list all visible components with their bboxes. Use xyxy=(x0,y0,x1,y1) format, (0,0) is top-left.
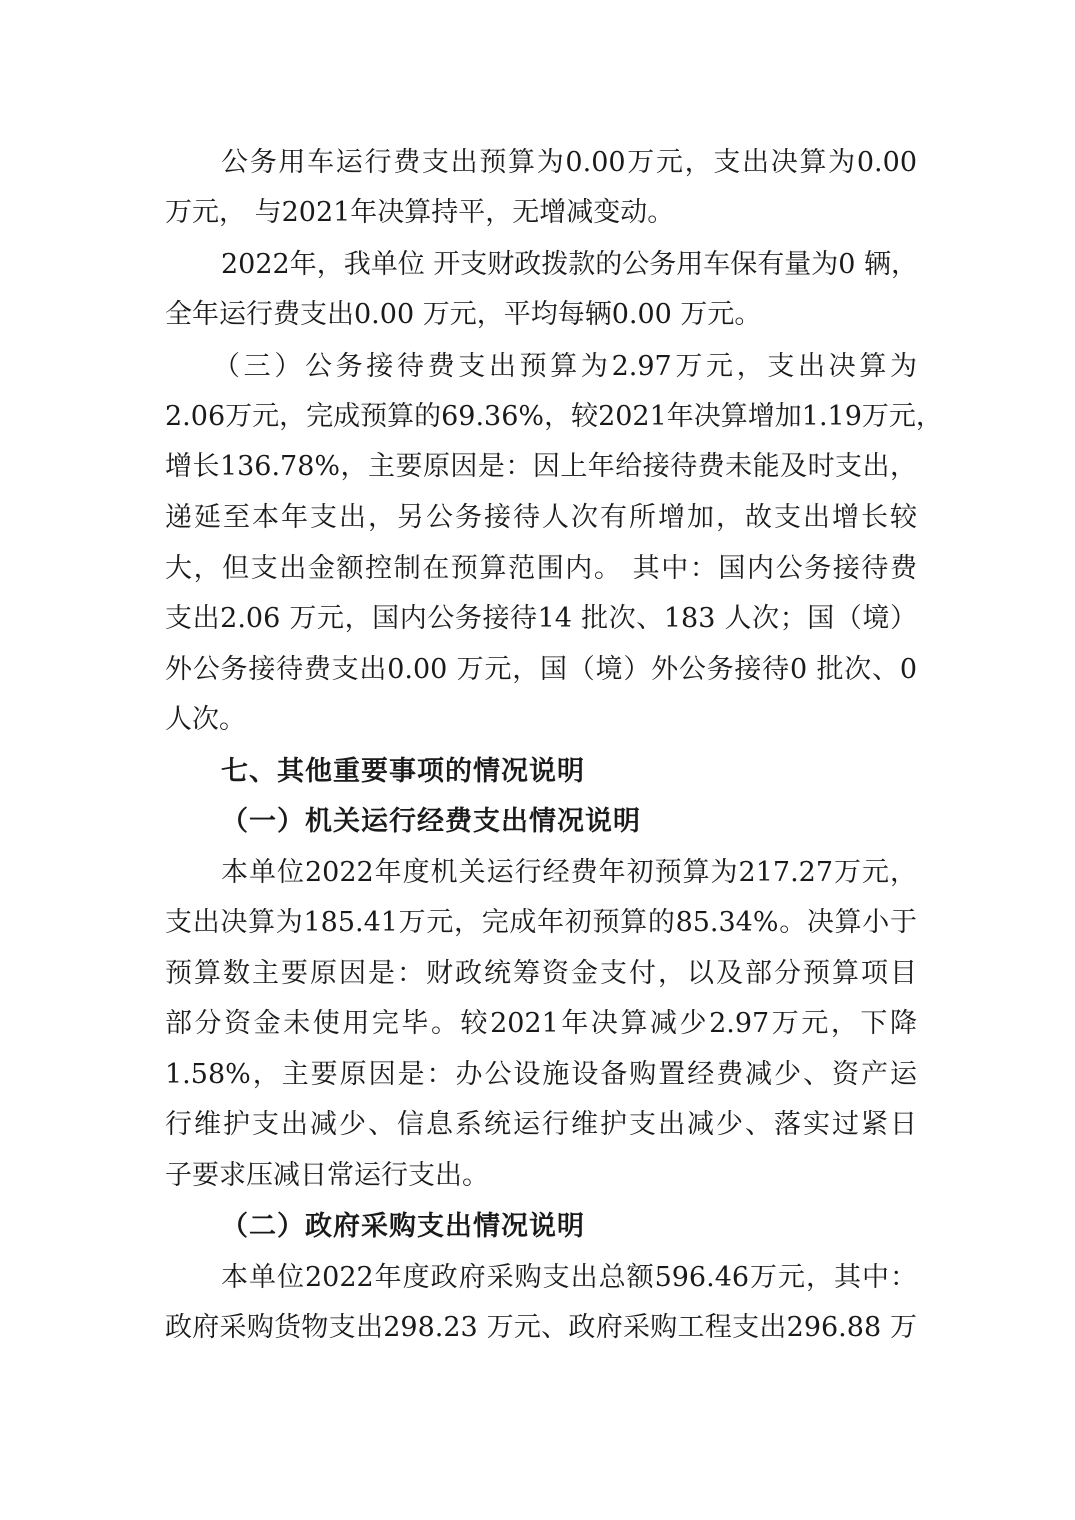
paragraph-line: 政府采购货物支出298.23 万元、政府采购工程支出296.88 万 xyxy=(165,1312,917,1343)
paragraph-line: 子要求压减日常运行支出。 xyxy=(165,1160,489,1191)
paragraph-line: 支出决算为185.41万元，完成年初预算的85.34%。决算小于 xyxy=(165,907,917,938)
paragraph-line: 增长136.78%，主要原因是：因上年给接待费未能及时支出， xyxy=(165,451,917,482)
paragraph-line: 人次。 xyxy=(165,704,246,735)
paragraph-line: 2.06万元，完成预算的69.36%，较2021年决算增加1.19万元， xyxy=(165,401,943,432)
paragraph-line: 支出2.06 万元，国内公务接待14 批次、183 人次；国（境） xyxy=(165,603,917,634)
paragraph-line: 外公务接待费支出0.00 万元，国（境）外公务接待0 批次、0 xyxy=(165,654,917,685)
section-heading: 七、其他重要事项的情况说明 xyxy=(221,756,585,787)
paragraph-line: 大，但支出金额控制在预算范围内。 其中：国内公务接待费 xyxy=(165,553,917,584)
subsection-heading: （二）政府采购支出情况说明 xyxy=(221,1211,585,1242)
paragraph-line: 公务用车运行费支出预算为0.00万元，支出决算为0.00 xyxy=(221,147,917,178)
subsection-heading: （一）机关运行经费支出情况说明 xyxy=(221,806,641,837)
paragraph-line: 行维护支出减少、信息系统运行维护支出减少、落实过紧日 xyxy=(165,1109,917,1140)
paragraph-line: 递延至本年支出，另公务接待人次有所增加，故支出增长较 xyxy=(165,502,917,533)
paragraph-line: （三）公务接待费支出预算为2.97万元，支出决算为 xyxy=(213,351,917,382)
paragraph-line: 本单位2022年度机关运行经费年初预算为217.27万元， xyxy=(221,857,917,888)
paragraph-line: 2022年，我单位 开支财政拨款的公务用车保有量为0 辆， xyxy=(221,249,919,280)
paragraph-line: 预算数主要原因是：财政统筹资金支付，以及部分预算项目 xyxy=(165,958,917,989)
paragraph-line: 万元， 与2021年决算持平，无增减变动。 xyxy=(165,197,675,228)
paragraph-line: 1.58%，主要原因是：办公设施设备购置经费减少、资产运 xyxy=(165,1059,917,1090)
paragraph-line: 本单位2022年度政府采购支出总额596.46万元，其中： xyxy=(221,1262,917,1293)
paragraph-line: 部分资金未使用完毕。较2021年决算减少2.97万元，下降 xyxy=(165,1008,917,1039)
paragraph-line: 全年运行费支出0.00 万元，平均每辆0.00 万元。 xyxy=(165,299,762,330)
